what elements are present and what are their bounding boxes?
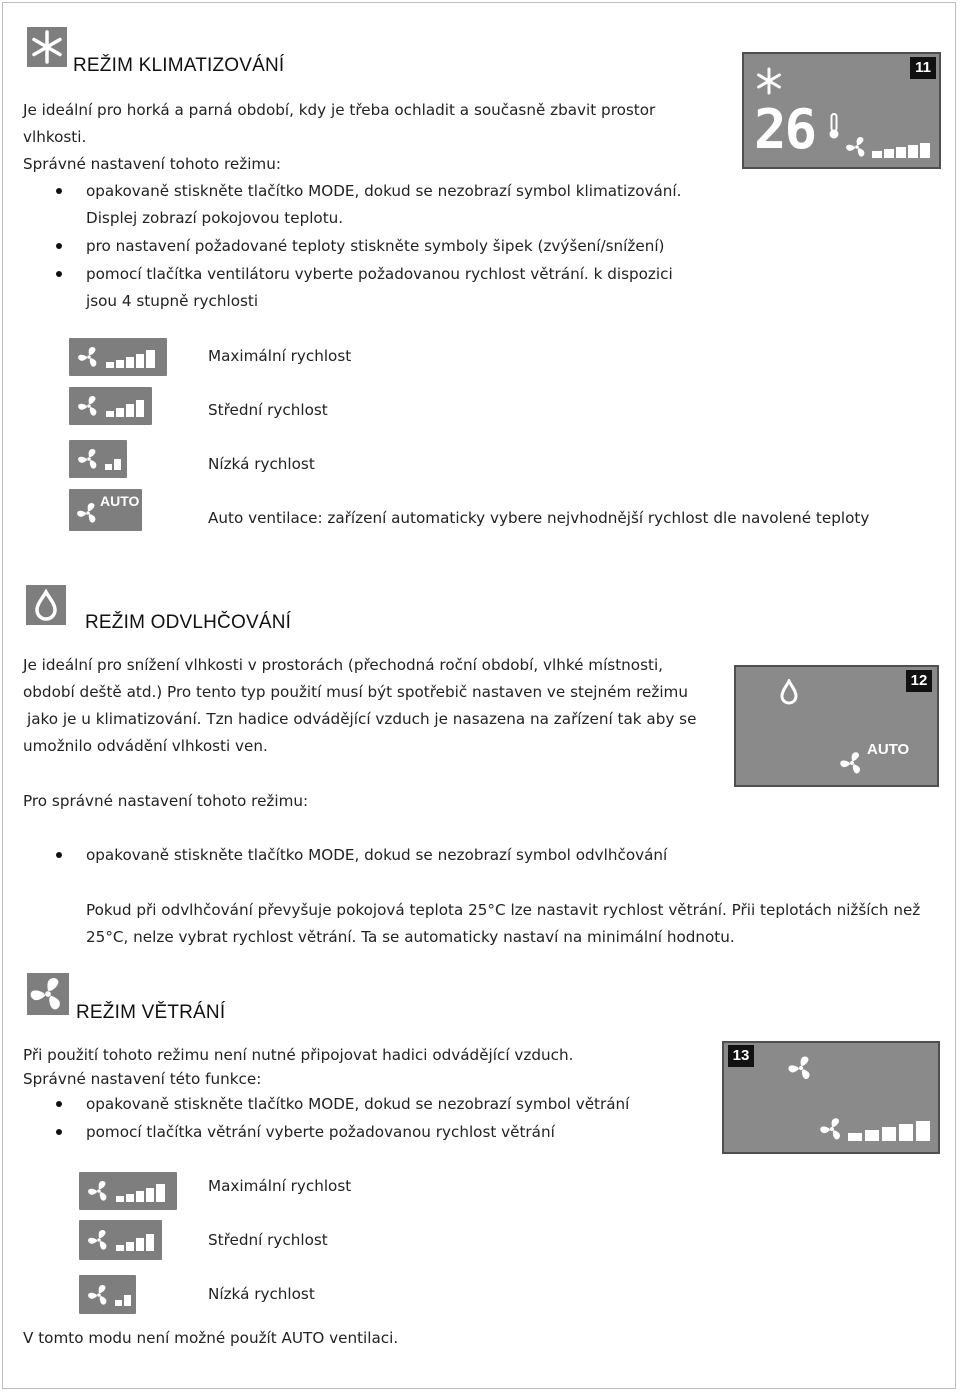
paragraph-line: umožnilo odvádění vlhkosti ven. xyxy=(23,737,268,755)
intro-line: vlhkosti. xyxy=(23,128,87,146)
bullet-text: pomocí tlačítka větrání vyberte požadovanou rychlost větrání xyxy=(86,1123,555,1141)
speed-label: Nízká rychlost xyxy=(208,455,315,473)
bullet-text: opakovaně stiskněte tlačítko MODE, dokud se nezobrazí symbol klimatizování. xyxy=(86,182,682,200)
fan-icon xyxy=(838,749,866,777)
bullet-text: opakovaně stiskněte tlačítko MODE, dokud se nezobrazí symbol odvlhčování xyxy=(86,846,668,864)
paragraph-line: Je ideální pro snížení vlhkosti v prostorách (přechodná roční období, vlhké místnosti, xyxy=(23,656,664,674)
bullet-dot xyxy=(56,243,62,249)
fan-icon xyxy=(786,1053,816,1083)
bullet-text: Displej zobrazí pokojovou teplotu. xyxy=(86,209,344,227)
note-line: Pokud při odvlhčování převyšuje pokojová teplota 25°C lze nastavit rychlost větrání. Přii teplotách nižších než xyxy=(86,901,921,919)
water-drop-icon xyxy=(26,585,66,625)
speed-medium-icon xyxy=(79,1220,162,1260)
auto-label: AUTO xyxy=(867,741,910,758)
paragraph-line: období deště atd.) Pro tento typ použití musí být spotřebič nastaven ve stejném režimu xyxy=(23,683,688,701)
setup-label: Správné nastavení tohoto režimu: xyxy=(23,155,281,173)
bullet-dot xyxy=(56,271,62,277)
note-line: 25°C, nelze vybrat rychlost větrání. Ta se automaticky nastaví na minimální hodnotu. xyxy=(86,928,735,946)
intro-line: Je ideální pro horká a parná období, kdy je třeba ochladit a současně zbavit prostor xyxy=(23,101,656,119)
speed-medium-icon xyxy=(69,387,152,425)
setup-label: Správné nastavení této funkce: xyxy=(23,1070,262,1088)
speed-label: Střední rychlost xyxy=(208,401,328,419)
display-dehumidify xyxy=(734,665,939,787)
temperature-value: 26 xyxy=(754,98,816,161)
section-title-ventilation: REŽIM VĚTRÁNÍ xyxy=(76,1002,226,1023)
water-drop-icon xyxy=(778,679,800,705)
section-title-dehumidify: REŽIM ODVLHČOVÁNÍ xyxy=(85,612,292,633)
figure-number: 13 xyxy=(728,1045,754,1067)
figure-number: 12 xyxy=(906,670,932,692)
speed-low-icon xyxy=(69,440,127,478)
speed-bars-icon xyxy=(872,139,932,159)
speed-label: Auto ventilace: zařízení automaticky vybere nejvhodnější rychlost dle navolené teploty xyxy=(208,509,870,527)
speed-bars-icon xyxy=(848,1118,934,1142)
footer-note: V tomto modu není možné použít AUTO ventilaci. xyxy=(23,1329,399,1347)
fan-mode-icon xyxy=(27,973,69,1015)
paragraph-line: jako je u klimatizování. Tzn hadice odvádějící vzduch je nasazena na zařízení tak aby se xyxy=(27,710,697,728)
figure-number: 11 xyxy=(910,57,936,79)
section-title-cooling: REŽIM KLIMATIZOVÁNÍ xyxy=(73,55,285,76)
thermometer-icon xyxy=(828,112,840,140)
snowflake-icon xyxy=(754,66,784,96)
bullet-dot xyxy=(56,188,62,194)
bullet-dot xyxy=(56,1129,62,1135)
speed-label: Maximální rychlost xyxy=(208,1177,352,1195)
bullet-dot xyxy=(56,1101,62,1107)
bullet-text: pro nastavení požadované teploty stiskněte symboly šipek (zvýšení/snížení) xyxy=(86,237,665,255)
display-ventilation xyxy=(722,1041,940,1154)
fan-icon xyxy=(844,134,870,160)
speed-label: Nízká rychlost xyxy=(208,1285,315,1303)
snowflake-icon xyxy=(27,27,67,67)
auto-label: AUTO xyxy=(100,493,140,509)
speed-low-icon xyxy=(79,1275,136,1314)
fan-icon xyxy=(818,1115,846,1143)
speed-max-icon xyxy=(69,338,167,376)
speed-label: Střední rychlost xyxy=(208,1231,328,1249)
speed-label: Maximální rychlost xyxy=(208,347,352,365)
setup-label: Pro správné nastavení tohoto režimu: xyxy=(23,792,309,810)
display-cooling xyxy=(742,52,941,169)
intro-line: Při použití tohoto režimu není nutné připojovat hadici odvádějící vzduch. xyxy=(23,1046,574,1064)
bullet-text: opakovaně stiskněte tlačítko MODE, dokud se nezobrazí symbol větrání xyxy=(86,1095,630,1113)
speed-auto-icon xyxy=(69,489,142,531)
bullet-dot xyxy=(56,852,62,858)
bullet-text: pomocí tlačítka ventilátoru vyberte požadovanou rychlost větrání. k dispozici xyxy=(86,265,673,283)
speed-max-icon xyxy=(79,1172,177,1210)
bullet-text: jsou 4 stupně rychlosti xyxy=(86,292,259,310)
